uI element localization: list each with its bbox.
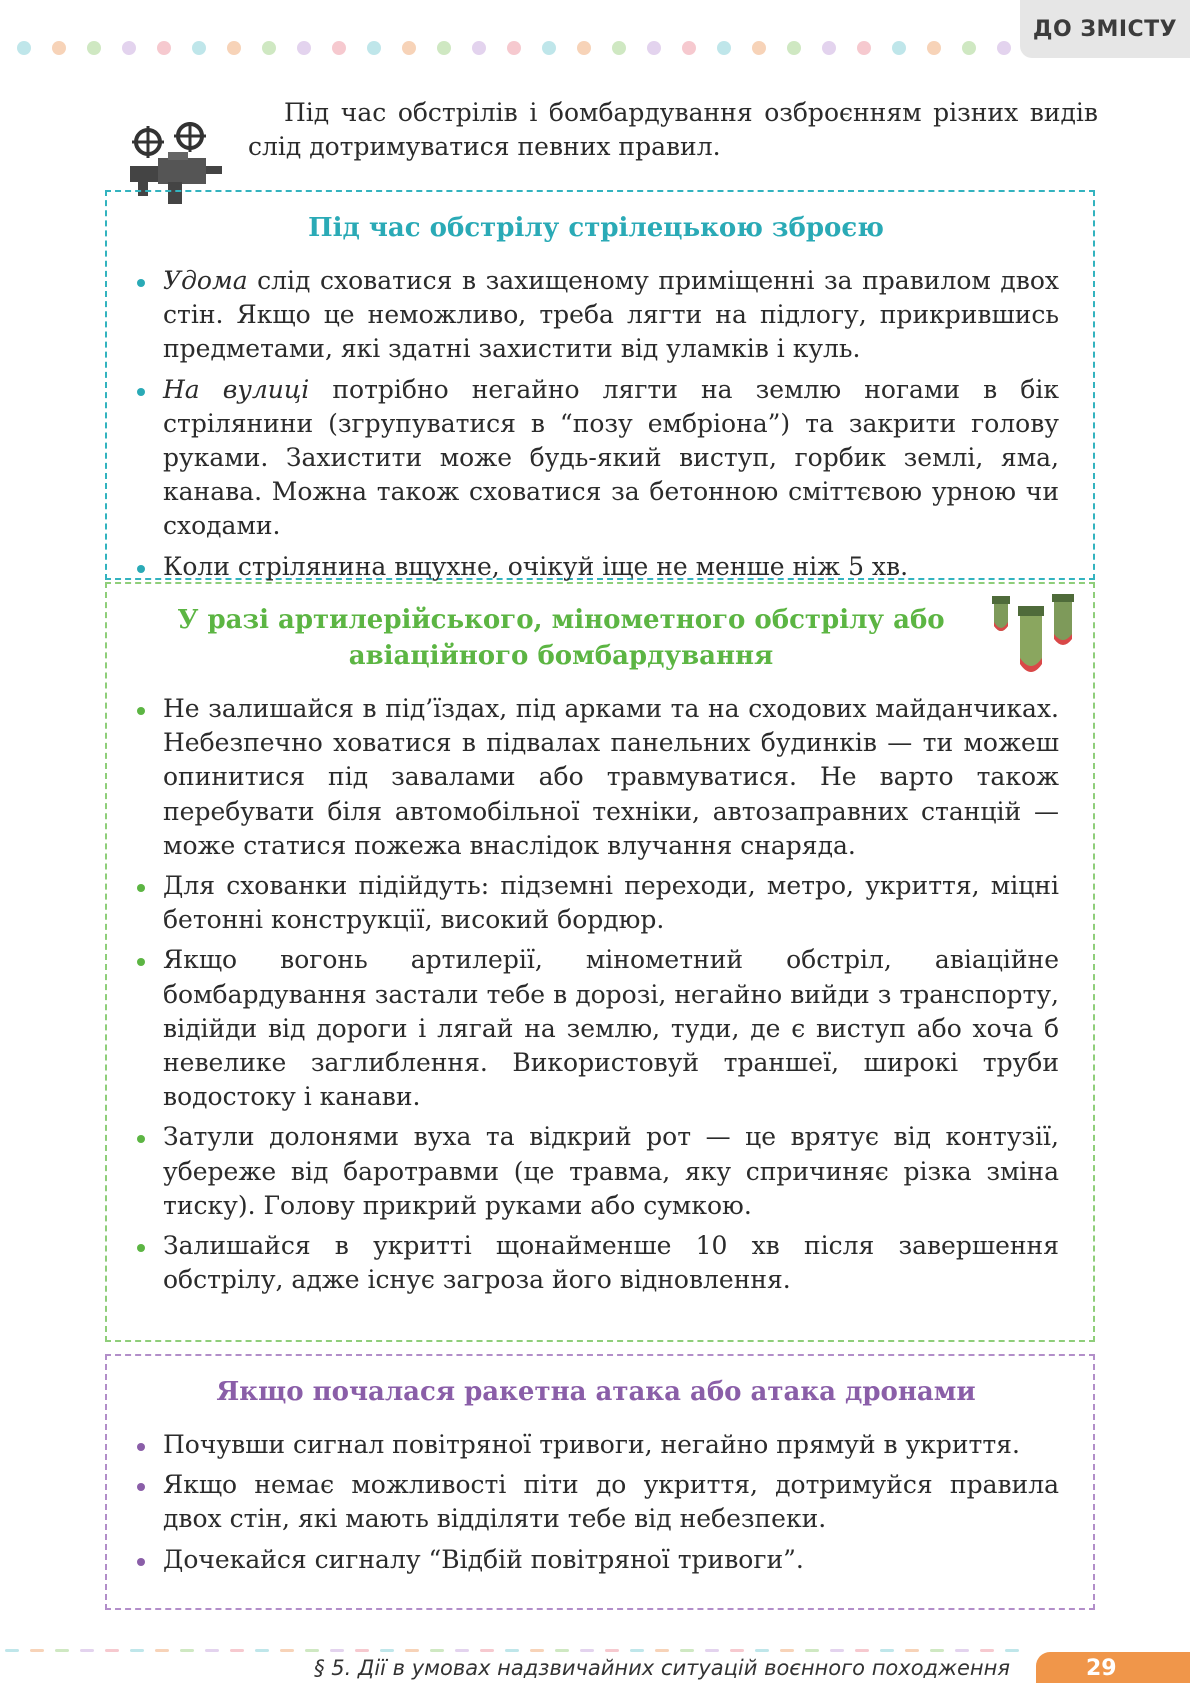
item-text: Почувши сигнал повітряної тривоги, негайно прямуй в укриття. [163,1430,1020,1459]
decorative-dash [205,1649,219,1652]
item-text: потрібно негайно лягти на землю ногами в бік стрілянини (згрупуватися в “позу ембріона”) та закрити голову руками. Захистити може будь-який виступ, горбик землі, яма, канава. Можна також сховатися за бетонною сміттєвою урною чи сходами. [163,374,1059,541]
section-artillery-shelling [105,582,1095,1342]
list-item [133,1229,1059,1297]
decorative-dash [780,1649,794,1652]
decorative-dot [927,41,941,55]
decorative-dashes-bottom [0,1648,1025,1654]
decorative-dash [980,1649,994,1652]
list-item [133,550,1059,584]
decorative-dash [605,1649,619,1652]
decorative-dot [787,41,801,55]
section-title: Якщо почалася ракетна атака або атака дронами [216,1377,976,1407]
decorative-dash [155,1649,169,1652]
decorative-dot [402,41,416,55]
decorative-dash [405,1649,419,1652]
decorative-dash [755,1649,769,1652]
decorative-dash [480,1649,494,1652]
decorative-dash [355,1649,369,1652]
decorative-dash [905,1649,919,1652]
decorative-dash [80,1649,94,1652]
decorative-dash [730,1649,744,1652]
list-item [133,373,1059,544]
list-item [133,264,1059,367]
item-lead: На вулиці [163,374,310,404]
decorative-dash [505,1649,519,1652]
item-text: Коли стрілянина вщухне, очікуй іще не менше ніж 5 хв. [163,551,909,581]
decorative-dash [655,1649,669,1652]
decorative-dot [612,41,626,55]
list-item [133,692,1059,863]
item-text: Не залишайся в під’їздах, під арками та на сходових майданчиках. Небезпечно ховатися в підвалах панельних будинків — ти можеш опинитися під завалами або травмуватися. Не варто також перебувати біля автомобільної техніки, автозаправних станцій — може статися пожежа внаслідок влучання снаряда. [163,694,1059,860]
decorative-dot [682,41,696,55]
decorative-dot [87,41,101,55]
decorative-dot [577,41,591,55]
decorative-dot [472,41,486,55]
list-item [133,1120,1059,1223]
item-text: слід сховатися в захищеному приміщенні за правилом двох стін. Якщо це неможливо, треба лягти на підлогу, прикрившись предметами, які здатні захистити від уламків і куль. [163,266,1059,364]
decorative-dot [52,41,66,55]
decorative-dash [430,1649,444,1652]
decorative-dash [555,1649,569,1652]
decorative-dot [192,41,206,55]
decorative-dash [855,1649,869,1652]
decorative-dash [180,1649,194,1652]
decorative-dash [105,1649,119,1652]
decorative-dot [857,41,871,55]
decorative-dash [680,1649,694,1652]
decorative-dots-top [14,40,1024,56]
list-item [133,943,1059,1114]
decorative-dot [507,41,521,55]
decorative-dash [530,1649,544,1652]
decorative-dot [717,41,731,55]
decorative-dot [157,41,171,55]
decorative-dot [997,41,1011,55]
rule-list [133,264,1059,584]
rule-list [133,1428,1059,1577]
decorative-dot [647,41,661,55]
decorative-dot [822,41,836,55]
decorative-dash [55,1649,69,1652]
decorative-dash [305,1649,319,1652]
section-missile-drone-attack [105,1354,1095,1610]
decorative-dash [330,1649,344,1652]
decorative-dash [580,1649,594,1652]
item-text: Дочекайся сигналу “Відбій повітряної тривоги”. [163,1544,804,1574]
decorative-dot [542,41,556,55]
decorative-dash [630,1649,644,1652]
decorative-dot [962,41,976,55]
decorative-dot [297,41,311,55]
section-title: Під час обстрілу стрілецькою зброєю [308,213,884,243]
list-item [133,1543,1059,1577]
item-text: Для схованки підійдуть: підземні переходи, метро, укриття, міцні бетонні конструкції, високий бордюр. [163,871,1059,935]
decorative-dot [262,41,276,55]
list-item [133,1468,1059,1536]
decorative-dash [30,1649,44,1652]
falling-bombs-icon [988,592,1088,692]
list-item [133,869,1059,937]
item-lead: Удома [163,266,248,295]
decorative-dash [955,1649,969,1652]
item-text: Якщо немає можливості піти до укриття, дотримуйся правила двох стін, які мають відділяти тебе від небезпеки. [163,1470,1059,1534]
decorative-dash [455,1649,469,1652]
decorative-dash [880,1649,894,1652]
decorative-dash [280,1649,294,1652]
decorative-dot [17,41,31,55]
decorative-dash [1005,1649,1019,1652]
rule-list [133,692,1059,1297]
decorative-dash [705,1649,719,1652]
decorative-dot [122,41,136,55]
intro-paragraph: Під час обстрілів і бомбардування озброєнням різних видів слід дотримуватися певних правил. [248,98,1098,161]
decorative-dash [380,1649,394,1652]
decorative-dash [255,1649,269,1652]
decorative-dot [367,41,381,55]
decorative-dot [227,41,241,55]
decorative-dash [830,1649,844,1652]
item-text: Якщо вогонь артилерії, мінометний обстріл, авіаційне бомбардування застали тебе в дорозі, негайно вийди з транспорту, відійди від дороги і лягай на землю, туди, де є виступ або хоча б невелике заглиблення. Використовуй траншеї, широкі труби водостоку і канави. [163,945,1059,1112]
item-text: Затули долонями вуха та відкрий рот — це врятує від контузії, убереже від баротравми (це травма, яку спричиняє різка зміна тиску). Голову прикрий руками або сумкою. [163,1122,1059,1220]
decorative-dot [752,41,766,55]
decorative-dash [930,1649,944,1652]
decorative-dash [805,1649,819,1652]
list-item [133,1428,1059,1462]
item-text: Залишайся в укритті щонайменше 10 хв після завершення обстрілу, адже існує загроза його відновлення. [163,1231,1059,1295]
decorative-dash [5,1649,19,1652]
decorative-dot [437,41,451,55]
decorative-dash [230,1649,244,1652]
decorative-dash [130,1649,144,1652]
decorative-dot [332,41,346,55]
decorative-dot [892,41,906,55]
section-title: У разі артилерійського, мінометного обстрілу або авіаційного бомбардування [177,605,945,671]
section-small-arms-fire [105,190,1095,580]
chapter-footer: § 5. Дії в умовах надзвичайних ситуацій воєнного походження [314,1656,1010,1680]
table-of-contents-button[interactable]: ДО ЗМІСТУ [1020,0,1190,58]
page-number: 29 [1036,1652,1190,1683]
